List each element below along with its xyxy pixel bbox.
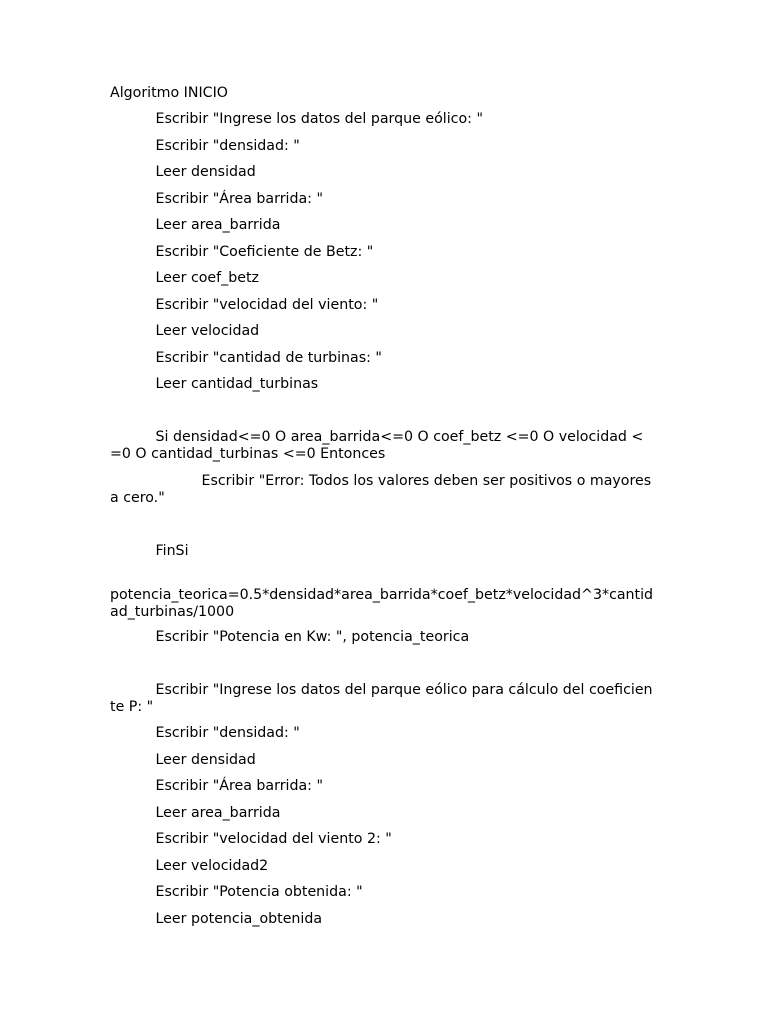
code-line: Escribir "Ingrese los datos del parque eólico para cálculo del coeficiente P: "	[110, 682, 653, 715]
code-line: Escribir "velocidad del viento 2: "	[155, 831, 392, 847]
code-line: Leer velocidad2	[155, 858, 269, 874]
code-line: Leer velocidad	[155, 323, 260, 339]
formula-line: potencia_teorica=0.5*densidad*area_barrida*coef_betz*velocidad^3*cantidad_turbinas/1000	[110, 587, 654, 620]
code-line: Escribir "velocidad del viento: "	[155, 297, 379, 313]
code-line: Leer densidad	[155, 752, 256, 768]
code-line: Escribir "Coeficiente de Betz: "	[155, 244, 374, 260]
code-line: Escribir "densidad: "	[155, 138, 300, 154]
code-line: Leer potencia_obtenida	[155, 911, 323, 927]
code-line: Escribir "cantidad de turbinas: "	[155, 350, 382, 366]
code-line: Escribir "Área barrida: "	[155, 778, 323, 794]
code-line: Escribir "densidad: "	[155, 725, 300, 741]
code-line: Escribir "Potencia obtenida: "	[155, 884, 363, 900]
code-line: Escribir "Potencia en Kw: ", potencia_teorica	[155, 629, 470, 645]
code-line: Leer area_barrida	[155, 805, 281, 821]
code-line: Leer cantidad_turbinas	[155, 376, 319, 392]
code-line: Escribir "Área barrida: "	[155, 191, 323, 207]
error-message-line: Escribir "Error: Todos los valores deben ser positivos o mayores a cero."	[110, 473, 656, 506]
code-line: Leer coef_betz	[155, 270, 259, 286]
code-line: Leer densidad	[155, 164, 256, 180]
if-condition-line: Si densidad<=0 O area_barrida<=0 O coef_betz <=0 O velocidad <=0 O cantidad_turbinas <=0 Entonces	[110, 429, 644, 462]
endif-line: FinSi	[155, 543, 189, 559]
algorithm-header: Algoritmo INICIO	[110, 85, 228, 101]
code-line: Escribir "Ingrese los datos del parque eólico: "	[155, 111, 483, 127]
code-line: Leer area_barrida	[155, 217, 281, 233]
